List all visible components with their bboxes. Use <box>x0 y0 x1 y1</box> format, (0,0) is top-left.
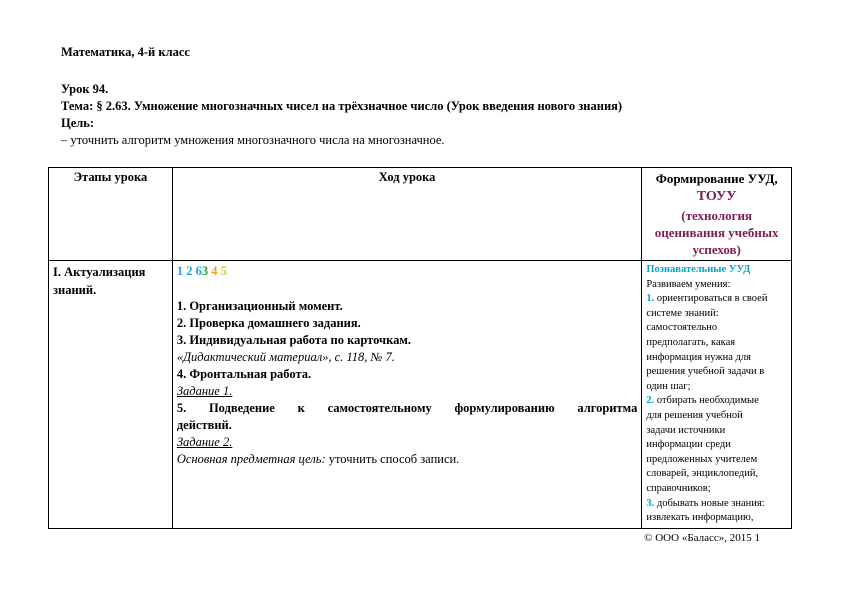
copyright-footer: © ООО «Баласс», 2015 1 <box>644 532 760 544</box>
step-5-cont: действий. <box>176 418 232 432</box>
uud-line: для решения учебной <box>646 409 743 421</box>
marker-4: 4 <box>211 264 218 278</box>
step-4: 4. Фронтальная работа. <box>176 367 312 381</box>
lesson-table <box>48 167 792 529</box>
uud-cell <box>642 261 792 529</box>
task-2: Задание 2. <box>176 435 233 449</box>
header-progress: Ход урока <box>172 168 642 261</box>
uud-line: системе знаний: <box>646 307 719 319</box>
step-5: 5. Подведение к самостоятельному формулированию алгоритма <box>176 401 638 415</box>
uud-title: Познавательные УУД <box>646 264 751 275</box>
table-header-row <box>49 168 792 261</box>
step-1: 1. Организационный момент. <box>176 299 343 313</box>
uud-item-1: 1. ориентироваться в своей <box>646 293 768 305</box>
marker-3: 3 <box>201 264 209 278</box>
goal-label: Цель: <box>61 116 95 130</box>
step-3: 3. Индивидуальная работа по карточкам. <box>176 333 411 347</box>
uud-item-3: 3. добывать новые знания: <box>646 497 765 509</box>
stage-line2: знаний. <box>53 283 97 297</box>
lesson-goal: – уточнить алгоритм умножения многозначного числа на многозначное. <box>61 133 445 147</box>
uud-header-line3: (технология <box>681 208 753 223</box>
step-2: 2. Проверка домашнего задания. <box>176 316 361 330</box>
lesson-topic: Тема: § 2.63. Умножение многозначных чисел на трёхзначное число (Урок введения нового знания) <box>61 99 623 113</box>
header-uud <box>642 168 792 261</box>
marker-2: 2 <box>186 264 193 278</box>
progress-cell <box>172 261 642 529</box>
lesson-number: Урок 94. <box>61 82 109 96</box>
table-row <box>49 261 792 529</box>
touu-label: ТОУУ <box>696 189 737 204</box>
uud-line: самостоятельно <box>646 322 718 334</box>
uud-header-line1: Формирование УУД, <box>655 171 778 186</box>
marker-6: 6 <box>195 264 202 278</box>
stage-cell <box>49 261 173 529</box>
uud-item-2: 2. отбирать необходимые <box>646 395 759 407</box>
uud-header-line5: успехов) <box>692 242 741 257</box>
uud-line: один шаг; <box>646 380 691 392</box>
marker-5: 5 <box>220 264 227 278</box>
subject-title: Математика, 4-й класс <box>61 45 190 59</box>
header-stages: Этапы урока <box>49 168 173 261</box>
uud-line: предполагать, какая <box>646 336 736 348</box>
uud-intro: Развиваем умения: <box>646 278 731 290</box>
uud-line: решения учебной задачи в <box>646 366 765 378</box>
marker-1: 1 <box>176 264 184 278</box>
uud-line: задачи источники <box>646 424 726 436</box>
uud-line: предложенных учителем <box>646 453 758 465</box>
uud-line: справочников; <box>646 482 711 494</box>
step-3-reference: «Дидактический материал», с. 118, № 7. <box>176 350 395 364</box>
uud-line: информация нужна для <box>646 351 751 363</box>
task-1: Задание 1. <box>176 384 233 398</box>
uud-line: извлекать информацию, <box>646 512 754 524</box>
uud-line: информации среди <box>646 439 731 451</box>
stage-line1: I. Актуализация <box>53 265 146 279</box>
main-goal: Основная предметная цель: уточнить способ записи. <box>176 452 460 466</box>
uud-line: словарей, энциклопедий, <box>646 468 759 480</box>
uud-header-line4: оценивания учебных <box>654 225 779 240</box>
ttu-markers <box>177 263 638 280</box>
